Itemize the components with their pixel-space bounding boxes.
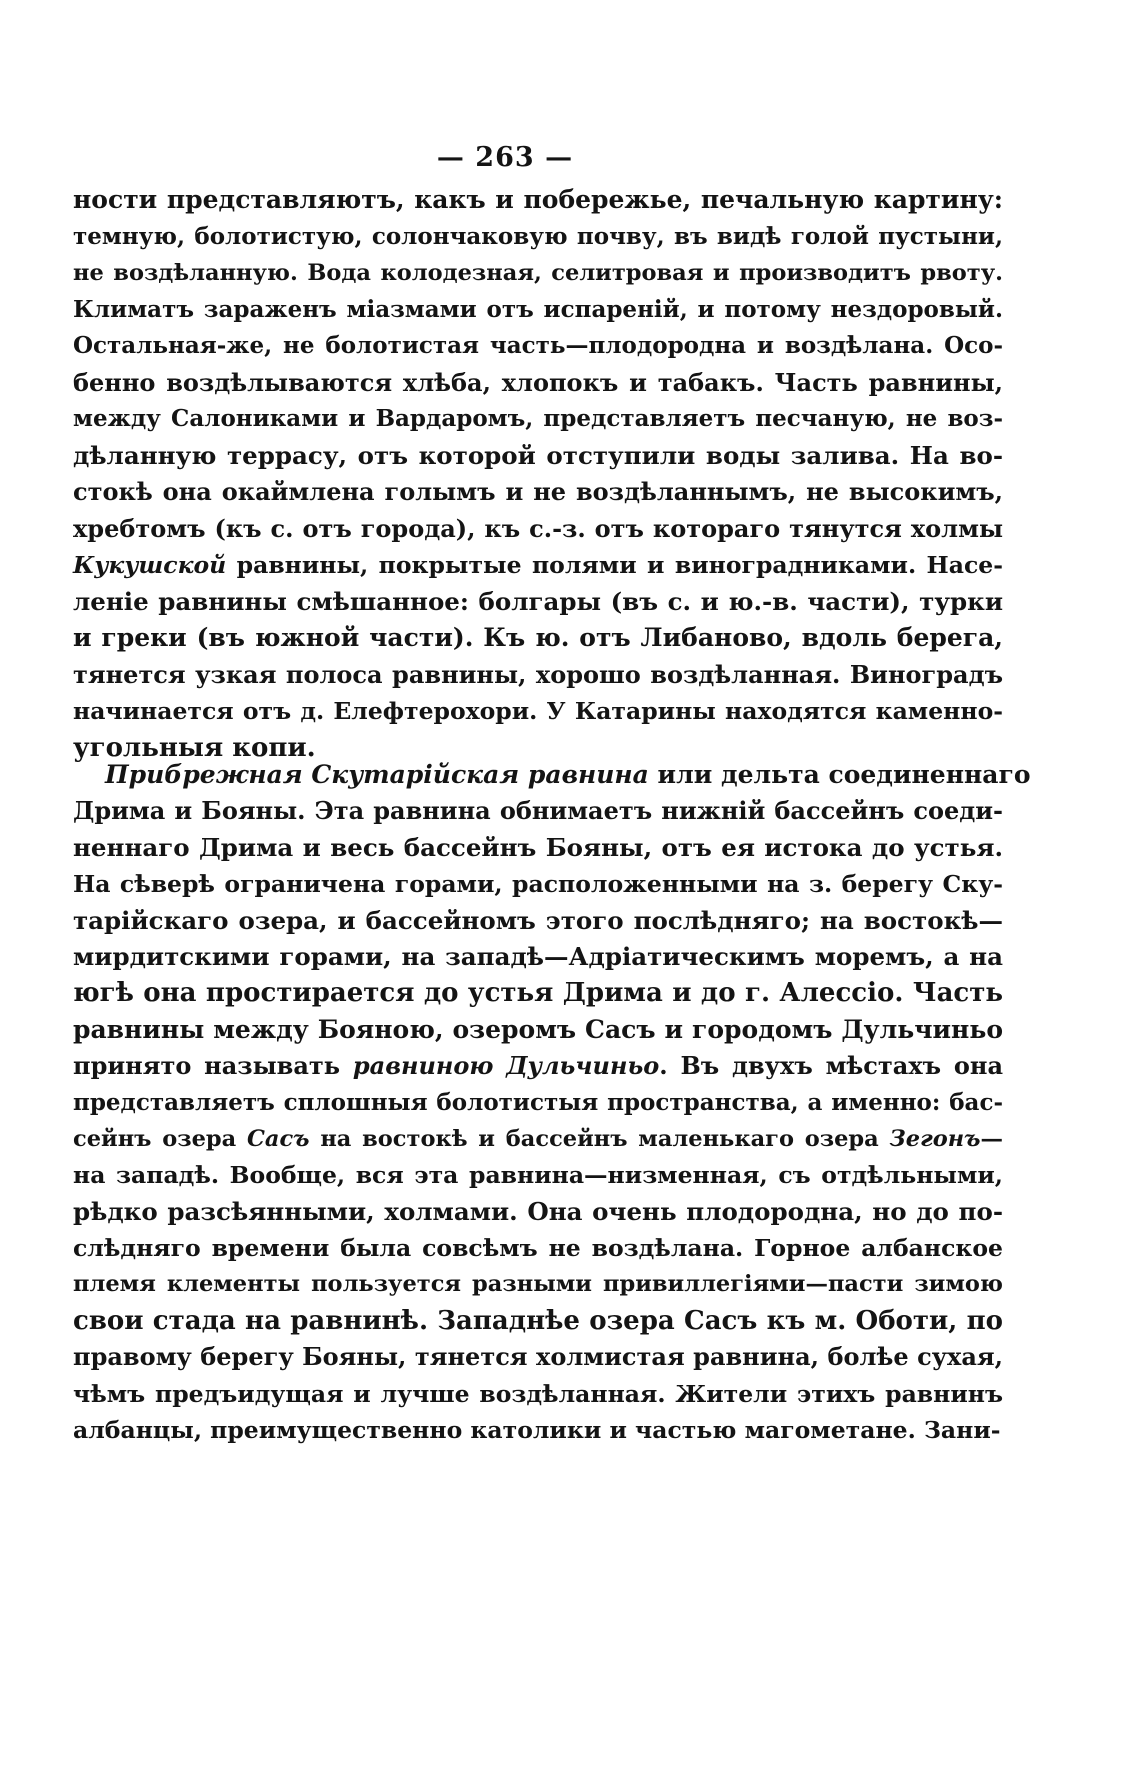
text-segment: принято называть [73,1051,353,1081]
text-segment: тянется узкая полоса равнины, хорошо воздѣланная. Виноградъ [73,659,1003,689]
italic-term: равниною Дульчиньо [352,1051,660,1081]
text-segment: бенно воздѣлываются хлѣба, хлопокъ и табакъ. Часть равнины, [73,367,1003,397]
text-segment: дѣланную террасу, отъ которой отступили воды залива. На во- [73,440,1003,470]
text-line [73,1266,1003,1302]
text-line [73,511,1003,548]
text-segment: равнины, покрытые полями и виноградниками. Насе- [226,551,1003,579]
page-number: — 263 — [436,142,574,173]
text-segment: . Въ двухъ мѣстахъ она [659,1051,1003,1081]
text-segment: сейнъ озера [73,1125,247,1152]
text-segment: леніе равнины смѣшанное: болгары (въ с. и ю.-в. части), турки [73,586,1003,616]
text-segment: тарійскаго озера, и бассейномъ этого послѣдняго; на востокѣ— [73,905,1003,935]
text-line [73,219,1003,256]
text-segment: На сѣверѣ ограничена горами, расположенными на з. берегу Ску- [73,870,1003,899]
text-segment: хребтомъ (къ с. отъ города), къ с.-з. отъ котораго тянутся холмы [73,513,1003,543]
text-segment: югѣ она простирается до устья Дрима и до г. Алессіо. Часть [73,978,1003,1009]
text-segment: Дрима и Бояны. Эта равнина обнимаетъ нижній бассейнъ соеди- [73,796,1003,826]
text-line [73,1121,1003,1157]
paragraph-2 [73,757,1031,1448]
text-segment: на востокѣ и бассейнъ маленькаго озера [309,1125,890,1152]
text-segment: представляетъ сплошныя болотистыя пространства, а именно: бас- [73,1088,1003,1116]
text-line [73,292,1003,329]
text-segment: мирдитскими горами, на западѣ—Адріатическимъ моремъ, а на [73,941,1003,971]
text-segment: племя клементы пользуется разными привиллегіями—пасти зимою [73,1271,1003,1298]
text-line [73,1157,1003,1193]
text-line [73,657,1003,694]
text-line [73,866,1003,902]
italic-term: Зегонъ [889,1125,981,1152]
text-line [73,1303,1003,1339]
text-segment: албанцы, преимущественно католики и частью магометане. Зани- [73,1416,1001,1445]
text-segment: рѣдко разсѣянными, холмами. Она очень плодородна, но до по- [73,1196,1003,1226]
text-segment: на западѣ. Вообще, вся эта равнина—низменная, съ отдѣльными, [73,1161,1003,1190]
italic-term: Сасъ [247,1125,310,1152]
text-line [73,1085,1003,1121]
text-line [73,365,1003,402]
text-line [73,401,1003,438]
text-segment: начинается отъ д. Елефтерохори. У Катарины находятся каменно- [73,697,1003,725]
text-segment: свои стада на равнинѣ. Западнѣе озера Сасъ къ м. Оботи, по [73,1305,1003,1336]
text-segment: слѣдняго времени была совсѣмъ не воздѣлана. Горное албанское [73,1234,1003,1263]
text-line [73,547,1003,584]
text-line [73,757,1031,793]
text-segment: ности представляютъ, какъ и побережье, печальную картину: [73,185,1003,214]
text-segment: не воздѣланную. Вода колодезная, селитровая и производитъ рвоту. [73,260,1003,286]
text-segment: стокѣ она окаймлена голымъ и не воздѣланнымъ, не высокимъ, [73,477,1003,506]
text-line [73,182,1003,219]
text-segment: или дельта соединеннаго [648,760,1031,789]
text-line [73,975,1003,1011]
text-segment: чѣмъ предъидущая и лучше воздѣланная. Жители этихъ равнинъ [73,1379,1003,1408]
text-line [73,438,1003,475]
text-line [73,1230,1003,1266]
text-line [73,1339,1003,1375]
text-segment: и греки (въ южной части). Къ ю. отъ Либаново, вдоль берега, [73,623,1003,652]
text-segment: Климатъ зараженъ міазмами отъ испареній, и потому нездоровый. [73,295,1003,323]
text-line [73,328,1003,365]
text-segment: угольныя копи. [73,732,316,763]
text-segment: равнины между Бояною, озеромъ Сасъ и городомъ Дульчиньо [73,1014,1003,1044]
text-line [73,620,1003,657]
text-segment: неннаго Дрима и весь бассейнъ Бояны, отъ ея истока до устья. [73,832,1003,862]
paragraph-1 [73,182,1003,766]
text-segment: правому берегу Бояны, тянется холмистая равнина, болѣе сухая, [73,1342,1003,1372]
text-line [73,830,1003,866]
text-segment: Остальная-же, не болотистая часть—плодородна и воздѣлана. Осо- [73,332,1003,359]
text-segment: — [980,1125,1003,1152]
text-line [73,793,1003,829]
italic-term: Кукушской [73,551,227,579]
text-line [73,255,1003,292]
text-line [73,1376,1003,1412]
text-line [73,693,1003,730]
text-segment: между Салониками и Вардаромъ, представляетъ песчаную, не воз- [73,405,1003,432]
italic-term: Прибрежная Скутарійская равнина [105,760,649,789]
text-line [73,1012,1003,1048]
text-line [73,584,1003,621]
text-line [73,903,1003,939]
text-line [73,474,1003,511]
text-segment: темную, болотистую, солончаковую почву, въ видѣ голой пустыни, [73,222,1003,250]
text-line [73,1048,1003,1084]
text-line [73,1412,1003,1448]
text-line [73,939,1003,975]
text-line [73,1194,1003,1230]
